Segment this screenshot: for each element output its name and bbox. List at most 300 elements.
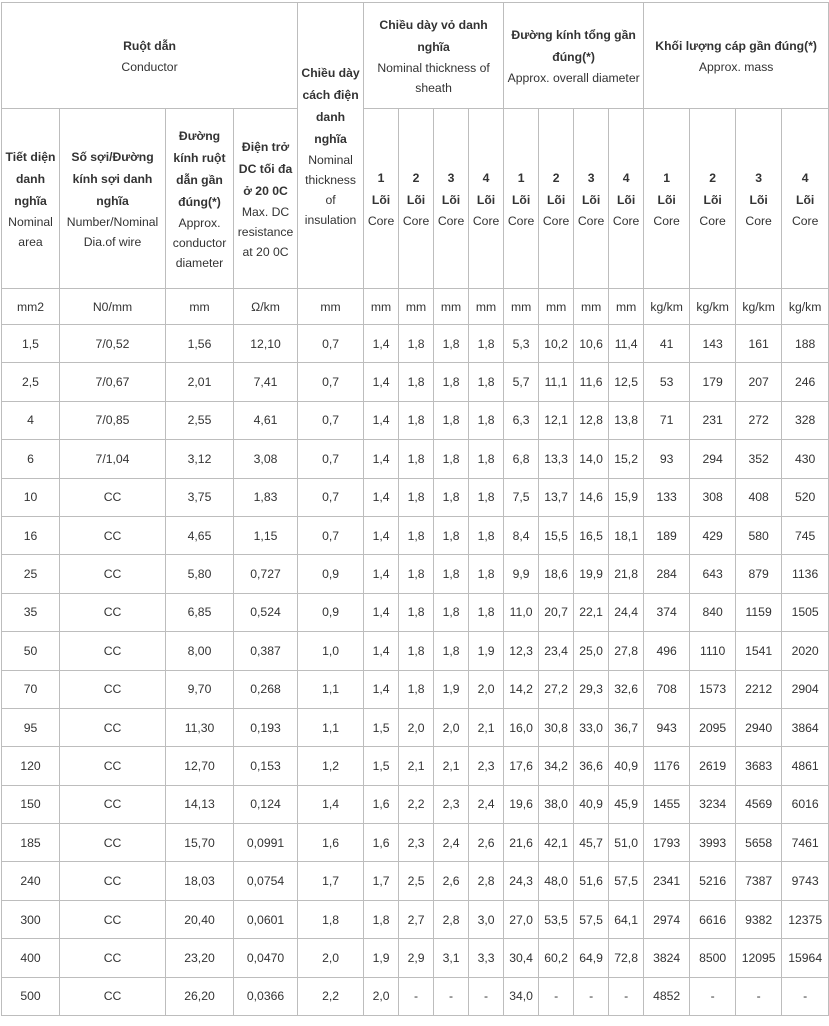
table-cell: 60,2 — [539, 939, 574, 977]
table-cell: - — [469, 977, 504, 1015]
table-cell: 1,8 — [434, 478, 469, 516]
table-cell: 57,5 — [609, 862, 644, 900]
table-cell: 496 — [644, 632, 690, 670]
table-cell: 45,7 — [574, 824, 609, 862]
table-cell: 2,0 — [364, 977, 399, 1015]
table-cell: 12,70 — [166, 747, 234, 785]
table-cell: 0,7 — [298, 440, 364, 478]
table-cell: 12375 — [782, 900, 829, 938]
table-cell: 1,8 — [469, 555, 504, 593]
table-cell: 1176 — [644, 747, 690, 785]
table-cell: 93 — [644, 440, 690, 478]
table-cell: 15,2 — [609, 440, 644, 478]
table-cell: 15,9 — [609, 478, 644, 516]
table-cell: 2,3 — [434, 785, 469, 823]
table-cell: 5,80 — [166, 555, 234, 593]
table-cell: 57,5 — [574, 900, 609, 938]
table-cell: 1,8 — [434, 593, 469, 631]
table-row — [2, 708, 829, 746]
table-cell: 879 — [736, 555, 782, 593]
table-cell: 3683 — [736, 747, 782, 785]
table-cell: 207 — [736, 363, 782, 401]
header-diameter-vi: Đường kính tổng gần đúng(*) — [511, 27, 636, 64]
table-cell: 1110 — [690, 632, 736, 670]
table-cell: 2,2 — [298, 977, 364, 1015]
table-cell: 1,15 — [234, 516, 298, 554]
table-row — [2, 593, 829, 631]
table-cell: 2,5 — [2, 363, 60, 401]
table-cell: 272 — [736, 401, 782, 439]
table-cell: 1,8 — [399, 363, 434, 401]
table-row — [2, 900, 829, 938]
core-header-en: Core — [437, 213, 465, 228]
table-row — [2, 440, 829, 478]
table-cell: 400 — [2, 939, 60, 977]
core-header-num: 3 — [587, 170, 595, 185]
table-cell: 19,9 — [574, 555, 609, 593]
core-header-num: 4 — [801, 170, 809, 185]
table-cell: CC — [60, 747, 166, 785]
core-header-vi: Lõi — [406, 192, 426, 207]
table-cell: 21,6 — [504, 824, 539, 862]
unit-cell: kg/km — [782, 289, 829, 325]
table-cell: 13,3 — [539, 440, 574, 478]
table-cell: 2,2 — [399, 785, 434, 823]
core-header-diameter-1 — [504, 109, 539, 289]
table-cell: 2904 — [782, 670, 829, 708]
unit-cell: mm — [609, 289, 644, 325]
table-cell: 1,4 — [364, 440, 399, 478]
table-cell: 3234 — [690, 785, 736, 823]
table-cell: 1,8 — [469, 593, 504, 631]
table-cell: - — [574, 977, 609, 1015]
table-cell: 1,8 — [399, 516, 434, 554]
table-cell: 14,6 — [574, 478, 609, 516]
table-cell: 36,7 — [609, 708, 644, 746]
core-header-sheath-1 — [364, 109, 399, 289]
table-cell: 95 — [2, 708, 60, 746]
table-cell: 51,6 — [574, 862, 609, 900]
table-cell: 9743 — [782, 862, 829, 900]
table-cell: 7,41 — [234, 363, 298, 401]
table-cell: 53 — [644, 363, 690, 401]
table-cell: CC — [60, 900, 166, 938]
table-cell: 7/0,67 — [60, 363, 166, 401]
table-cell: 12,8 — [574, 401, 609, 439]
table-cell: 2,01 — [166, 363, 234, 401]
table-cell: CC — [60, 824, 166, 862]
table-cell: 2,4 — [434, 824, 469, 862]
table-cell: 2,1 — [399, 747, 434, 785]
table-cell: 2,6 — [434, 862, 469, 900]
core-header-vi: Lõi — [371, 192, 391, 207]
table-cell: 4569 — [736, 785, 782, 823]
core-header-vi: Lõi — [441, 192, 461, 207]
table-cell: 328 — [782, 401, 829, 439]
table-cell: 1,6 — [298, 824, 364, 862]
table-cell: 0,7 — [298, 325, 364, 363]
table-cell: - — [434, 977, 469, 1015]
table-cell: 150 — [2, 785, 60, 823]
table-cell: 53,5 — [539, 900, 574, 938]
core-header-vi: Lõi — [581, 192, 601, 207]
table-cell: 2,0 — [399, 708, 434, 746]
table-cell: 4861 — [782, 747, 829, 785]
table-cell: 0,9 — [298, 555, 364, 593]
table-cell: 18,1 — [609, 516, 644, 554]
table-cell: 21,8 — [609, 555, 644, 593]
table-cell: 2,4 — [469, 785, 504, 823]
table-cell: 246 — [782, 363, 829, 401]
table-row — [2, 401, 829, 439]
core-header-vi: Lõi — [703, 192, 722, 207]
core-header-en: Core — [367, 213, 395, 228]
core-header-en: Core — [653, 213, 680, 228]
header-cond-dia-vi: Đường kính ruột dẫn gần đúng(*) — [173, 128, 226, 209]
table-cell: 2619 — [690, 747, 736, 785]
table-cell: 1,5 — [364, 747, 399, 785]
table-cell: 9,9 — [504, 555, 539, 593]
header-diameter-en: Approx. overall diameter — [507, 70, 640, 85]
table-cell: 2,3 — [399, 824, 434, 862]
header-wire — [60, 109, 166, 289]
table-cell: 1,4 — [364, 516, 399, 554]
table-cell: 1,8 — [469, 401, 504, 439]
table-cell: 30,8 — [539, 708, 574, 746]
table-cell: 2,0 — [298, 939, 364, 977]
table-cell: 1,8 — [469, 516, 504, 554]
table-cell: 2940 — [736, 708, 782, 746]
unit-cell: mm — [539, 289, 574, 325]
table-cell: - — [399, 977, 434, 1015]
table-cell: 20,40 — [166, 900, 234, 938]
table-cell: CC — [60, 977, 166, 1015]
table-cell: 1,9 — [434, 670, 469, 708]
header-wire-vi: Số sợi/Đường kính sợi danh nghĩa — [71, 149, 154, 208]
table-cell: 40,9 — [574, 785, 609, 823]
table-cell: 6016 — [782, 785, 829, 823]
core-header-en: Core — [542, 213, 570, 228]
unit-cell: mm — [469, 289, 504, 325]
table-cell: 7,5 — [504, 478, 539, 516]
table-cell: 51,0 — [609, 824, 644, 862]
table-cell: 240 — [2, 862, 60, 900]
header-sheath-en: Nominal thickness of sheath — [377, 60, 490, 95]
table-cell: 3,75 — [166, 478, 234, 516]
table-cell: - — [539, 977, 574, 1015]
table-cell: 41 — [644, 325, 690, 363]
table-cell: 188 — [782, 325, 829, 363]
table-cell: 2,1 — [469, 708, 504, 746]
table-cell: 16,5 — [574, 516, 609, 554]
table-cell: 72,8 — [609, 939, 644, 977]
table-cell: 27,0 — [504, 900, 539, 938]
table-cell: 1,8 — [399, 593, 434, 631]
table-row — [2, 325, 829, 363]
table-cell: 1136 — [782, 555, 829, 593]
table-cell: 11,1 — [539, 363, 574, 401]
table-cell: 284 — [644, 555, 690, 593]
table-cell: 1,8 — [434, 632, 469, 670]
table-cell: 2,0 — [434, 708, 469, 746]
table-cell: 50 — [2, 632, 60, 670]
table-cell: 1541 — [736, 632, 782, 670]
table-cell: 11,4 — [609, 325, 644, 363]
table-cell: 0,387 — [234, 632, 298, 670]
table-cell: 1,8 — [298, 900, 364, 938]
unit-cell: mm — [364, 289, 399, 325]
table-cell: 2341 — [644, 862, 690, 900]
table-cell: 1,4 — [364, 670, 399, 708]
table-cell: 143 — [690, 325, 736, 363]
header-conductor — [2, 3, 298, 109]
table-cell: 12,5 — [609, 363, 644, 401]
table-cell: 4,65 — [166, 516, 234, 554]
table-cell: CC — [60, 670, 166, 708]
table-cell: 3,08 — [234, 440, 298, 478]
table-cell: 24,3 — [504, 862, 539, 900]
table-cell: 1,8 — [434, 401, 469, 439]
core-header-en: Core — [791, 213, 819, 228]
table-cell: 1,8 — [399, 401, 434, 439]
header-mass — [644, 3, 829, 109]
core-header-en: Core — [577, 213, 605, 228]
table-cell: 1,1 — [298, 708, 364, 746]
table-cell: 0,0601 — [234, 900, 298, 938]
table-cell: 30,4 — [504, 939, 539, 977]
table-cell: 2,5 — [399, 862, 434, 900]
table-cell: 1,8 — [364, 900, 399, 938]
core-header-num: 1 — [663, 170, 671, 185]
table-cell: 42,1 — [539, 824, 574, 862]
table-cell: 120 — [2, 747, 60, 785]
table-cell: 7/0,85 — [60, 401, 166, 439]
table-cell: 27,8 — [609, 632, 644, 670]
table-cell: CC — [60, 939, 166, 977]
core-header-diameter-3 — [574, 109, 609, 289]
table-cell: 1,8 — [399, 670, 434, 708]
core-header-en: Core — [699, 213, 726, 228]
unit-cell: N0/mm — [60, 289, 166, 325]
table-cell: 352 — [736, 440, 782, 478]
header-insulation-vi: Chiều dày cách điện danh nghĩa — [301, 65, 360, 146]
core-header-num: 1 — [517, 170, 525, 185]
table-cell: 1,8 — [399, 325, 434, 363]
table-cell: 3,1 — [434, 939, 469, 977]
table-cell: 430 — [782, 440, 829, 478]
table-cell: 294 — [690, 440, 736, 478]
table-cell: 4852 — [644, 977, 690, 1015]
table-cell: 7/1,04 — [60, 440, 166, 478]
table-cell: 1793 — [644, 824, 690, 862]
core-header-vi: Lõi — [657, 192, 676, 207]
table-cell: CC — [60, 516, 166, 554]
header-sheath-vi: Chiều dày vỏ danh nghĩa — [379, 17, 488, 54]
table-row — [2, 478, 829, 516]
table-cell: 6,8 — [504, 440, 539, 478]
table-cell: 64,9 — [574, 939, 609, 977]
table-cell: 189 — [644, 516, 690, 554]
table-cell: 15,5 — [539, 516, 574, 554]
core-header-mass-3 — [736, 109, 782, 289]
table-cell: 12,3 — [504, 632, 539, 670]
table-cell: 7/0,52 — [60, 325, 166, 363]
table-cell: 2,55 — [166, 401, 234, 439]
table-row — [2, 747, 829, 785]
table-cell: 1,4 — [364, 401, 399, 439]
table-cell: 11,0 — [504, 593, 539, 631]
header-conductor-en: Conductor — [121, 59, 178, 74]
unit-cell: mm2 — [2, 289, 60, 325]
table-cell: 3864 — [782, 708, 829, 746]
table-cell: 0,0470 — [234, 939, 298, 977]
core-header-en: Core — [745, 213, 772, 228]
table-cell: 7461 — [782, 824, 829, 862]
header-area-en: Nominal area — [8, 214, 53, 249]
table-cell: 179 — [690, 363, 736, 401]
table-cell: 71 — [644, 401, 690, 439]
table-cell: 161 — [736, 325, 782, 363]
table-cell: 7387 — [736, 862, 782, 900]
table-cell: 0,7 — [298, 401, 364, 439]
table-cell: 429 — [690, 516, 736, 554]
core-header-diameter-2 — [539, 109, 574, 289]
table-cell: 25 — [2, 555, 60, 593]
table-cell: 374 — [644, 593, 690, 631]
core-header-en: Core — [507, 213, 535, 228]
table-cell: 1,8 — [399, 440, 434, 478]
table-cell: 231 — [690, 401, 736, 439]
table-cell: 23,20 — [166, 939, 234, 977]
table-cell: 5216 — [690, 862, 736, 900]
table-cell: 12,1 — [539, 401, 574, 439]
table-cell: 520 — [782, 478, 829, 516]
table-cell: 6 — [2, 440, 60, 478]
header-cond-dia — [166, 109, 234, 289]
table-cell: 2,6 — [469, 824, 504, 862]
table-cell: CC — [60, 708, 166, 746]
core-header-vi: Lõi — [749, 192, 768, 207]
table-cell: 1,4 — [364, 325, 399, 363]
table-cell: 5658 — [736, 824, 782, 862]
table-cell: 1,8 — [434, 555, 469, 593]
table-cell: 580 — [736, 516, 782, 554]
table-cell: 133 — [644, 478, 690, 516]
table-cell: 1,8 — [434, 516, 469, 554]
table-cell: 0,268 — [234, 670, 298, 708]
table-cell: 17,6 — [504, 747, 539, 785]
table-cell: 0,193 — [234, 708, 298, 746]
table-cell: 1,8 — [469, 363, 504, 401]
header-resistance — [234, 109, 298, 289]
table-row — [2, 632, 829, 670]
header-cond-dia-en: Approx. conductor diameter — [172, 215, 227, 270]
table-cell: 1,4 — [298, 785, 364, 823]
table-cell: 8,00 — [166, 632, 234, 670]
core-header-num: 2 — [552, 170, 560, 185]
table-cell: 1,4 — [364, 632, 399, 670]
table-cell: 14,0 — [574, 440, 609, 478]
table-cell: 1,5 — [2, 325, 60, 363]
table-cell: 6,85 — [166, 593, 234, 631]
table-cell: CC — [60, 593, 166, 631]
table-cell: 34,0 — [504, 977, 539, 1015]
table-cell: 1,8 — [399, 632, 434, 670]
table-cell: 11,30 — [166, 708, 234, 746]
table-cell: 6616 — [690, 900, 736, 938]
table-cell: 1,6 — [364, 824, 399, 862]
table-cell: 15,70 — [166, 824, 234, 862]
table-cell: 3,0 — [469, 900, 504, 938]
unit-cell: Ω/km — [234, 289, 298, 325]
core-header-vi: Lõi — [616, 192, 636, 207]
table-cell: CC — [60, 632, 166, 670]
table-cell: 0,124 — [234, 785, 298, 823]
table-cell: 14,13 — [166, 785, 234, 823]
table-cell: 3,3 — [469, 939, 504, 977]
table-cell: 0,9 — [298, 593, 364, 631]
table-cell: 2,8 — [434, 900, 469, 938]
table-cell: 0,727 — [234, 555, 298, 593]
table-cell: 12095 — [736, 939, 782, 977]
table-cell: 1,8 — [469, 440, 504, 478]
table-cell: 1,4 — [364, 555, 399, 593]
table-cell: 32,6 — [609, 670, 644, 708]
table-cell: CC — [60, 555, 166, 593]
header-mass-vi: Khối lượng cáp gần đúng(*) — [655, 38, 817, 53]
core-header-mass-1 — [644, 109, 690, 289]
core-header-vi: Lõi — [796, 192, 815, 207]
table-cell: 643 — [690, 555, 736, 593]
table-cell: 5,7 — [504, 363, 539, 401]
table-cell: 4,61 — [234, 401, 298, 439]
core-header-diameter-4 — [609, 109, 644, 289]
table-cell: 1,8 — [399, 555, 434, 593]
table-cell: 1,7 — [364, 862, 399, 900]
table-cell: 0,153 — [234, 747, 298, 785]
table-row — [2, 785, 829, 823]
table-cell: 0,7 — [298, 363, 364, 401]
table-cell: 1,1 — [298, 670, 364, 708]
table-cell: - — [736, 977, 782, 1015]
table-cell: 1505 — [782, 593, 829, 631]
table-cell: 23,4 — [539, 632, 574, 670]
table-cell: 500 — [2, 977, 60, 1015]
table-cell: 1,5 — [364, 708, 399, 746]
table-cell: CC — [60, 785, 166, 823]
table-cell: 1,6 — [364, 785, 399, 823]
table-cell: 1,83 — [234, 478, 298, 516]
header-sheath — [364, 3, 504, 109]
core-header-num: 2 — [709, 170, 717, 185]
unit-cell: mm — [399, 289, 434, 325]
table-cell: - — [609, 977, 644, 1015]
table-cell: 2,9 — [399, 939, 434, 977]
table-cell: 18,03 — [166, 862, 234, 900]
header-insulation-en: Nominal thickness of insulation — [304, 152, 357, 227]
table-cell: 185 — [2, 824, 60, 862]
header-conductor-vi: Ruột dẫn — [123, 38, 176, 53]
table-cell: 1,7 — [298, 862, 364, 900]
unit-cell: mm — [166, 289, 234, 325]
table-cell: 10 — [2, 478, 60, 516]
core-header-num: 3 — [447, 170, 455, 185]
table-row — [2, 824, 829, 862]
table-cell: - — [782, 977, 829, 1015]
table-cell: 745 — [782, 516, 829, 554]
table-row — [2, 977, 829, 1015]
table-cell: 1,9 — [364, 939, 399, 977]
